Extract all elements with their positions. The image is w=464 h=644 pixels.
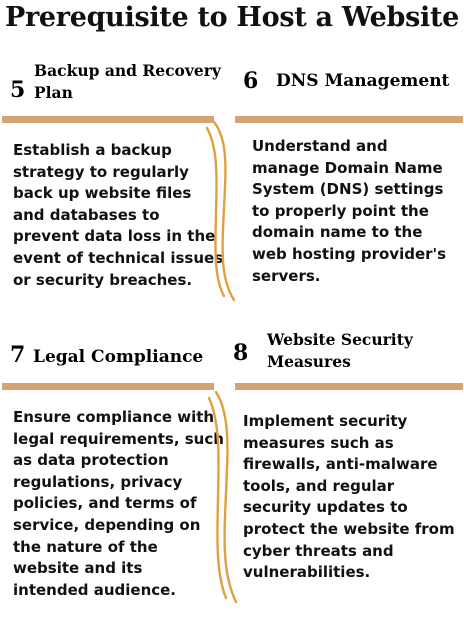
body-line: the nature of the xyxy=(13,537,158,556)
section-number: 5 xyxy=(10,77,26,103)
accent-bar xyxy=(235,116,463,123)
heading-line: Legal Compliance xyxy=(33,347,204,367)
body-line: vulnerabilities. xyxy=(243,563,371,582)
body-line: legal requirements, such xyxy=(13,429,224,448)
body-line: Ensure compliance with xyxy=(13,408,215,426)
section-number: 7 xyxy=(10,342,26,368)
body-line: servers. xyxy=(252,266,321,285)
section-body xyxy=(13,407,224,601)
body-line: manage Domain Name xyxy=(252,158,443,177)
section-body xyxy=(243,411,455,584)
heading-line: Measures xyxy=(267,352,351,371)
accent-bar xyxy=(2,116,214,123)
section-body xyxy=(252,136,446,287)
brace-divider-icon xyxy=(206,388,242,608)
body-line: cyber threats and xyxy=(243,541,394,560)
body-line: Understand and xyxy=(252,137,388,155)
body-line: as data protection xyxy=(13,451,169,470)
section-body xyxy=(13,140,223,291)
body-line: website and its xyxy=(13,559,143,578)
body-line: Implement security xyxy=(243,412,408,430)
body-line: web hosting provider's xyxy=(252,244,447,263)
body-line: to properly point the xyxy=(252,201,429,220)
body-line: security updates to xyxy=(243,498,408,517)
body-line: domain name to the xyxy=(252,223,423,242)
brace-divider-icon xyxy=(204,118,240,306)
body-line: measures such as xyxy=(243,433,394,452)
section-number: 8 xyxy=(233,340,249,366)
heading-line: DNS Management xyxy=(276,71,450,91)
body-line: strategy to regularly xyxy=(13,162,189,181)
section-heading xyxy=(34,60,221,104)
body-line: intended audience. xyxy=(13,580,177,599)
body-line: event of technical issues xyxy=(13,248,224,267)
body-line: firewalls, anti-malware xyxy=(243,455,438,474)
body-line: protect the website from xyxy=(243,519,455,538)
accent-bar xyxy=(235,383,463,390)
section-number: 6 xyxy=(243,68,259,94)
body-line: service, depending on xyxy=(13,515,201,534)
body-line: or security breaches. xyxy=(13,270,193,289)
section-heading xyxy=(276,70,449,92)
body-line: System (DNS) settings xyxy=(252,180,444,199)
heading-line: Backup and Recovery xyxy=(34,61,221,80)
body-line: Establish a backup xyxy=(13,141,172,159)
heading-line: Plan xyxy=(34,83,73,102)
body-line: regulations, privacy xyxy=(13,472,183,491)
body-line: prevent data loss in the xyxy=(13,227,216,246)
heading-line: Website Security xyxy=(267,330,413,349)
body-line: back up website files xyxy=(13,184,192,203)
body-line: tools, and regular xyxy=(243,476,395,495)
accent-bar xyxy=(2,383,214,390)
section-heading xyxy=(267,329,413,373)
body-line: policies, and terms of xyxy=(13,494,197,513)
section-heading xyxy=(33,346,203,368)
body-line: and databases to xyxy=(13,205,160,224)
page-title: Prerequisite to Host a Website xyxy=(4,2,460,33)
